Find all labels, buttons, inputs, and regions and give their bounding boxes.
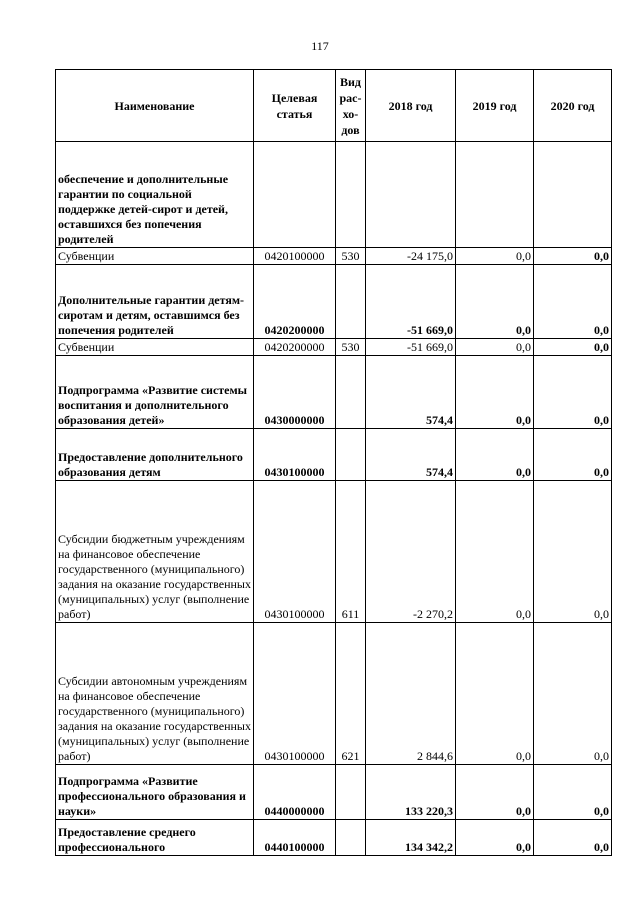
row-name: Субвенции xyxy=(56,339,254,356)
row-2020: 0,0 xyxy=(534,623,612,765)
table-row xyxy=(56,481,612,623)
row-2019 xyxy=(456,142,534,248)
header-2019: 2019 год xyxy=(456,70,534,142)
row-code: 0430100000 xyxy=(254,481,336,623)
row-2020: 0,0 xyxy=(534,356,612,429)
header-code: Целевая статья xyxy=(254,70,336,142)
header-name: Наименование xyxy=(56,70,254,142)
table-row xyxy=(56,248,612,265)
row-type: 530 xyxy=(336,248,366,265)
row-code: 0430100000 xyxy=(254,623,336,765)
row-2020: 0,0 xyxy=(534,820,612,856)
table-row xyxy=(56,265,612,339)
table-row xyxy=(56,820,612,856)
row-type xyxy=(336,820,366,856)
header-2020: 2020 год xyxy=(534,70,612,142)
row-2019: 0,0 xyxy=(456,765,534,820)
row-type xyxy=(336,356,366,429)
row-2020: 0,0 xyxy=(534,248,612,265)
row-name: Субвенции xyxy=(56,248,254,265)
table-row xyxy=(56,765,612,820)
header-2018: 2018 год xyxy=(366,70,456,142)
table-row xyxy=(56,142,612,248)
row-code: 0420200000 xyxy=(254,339,336,356)
row-2019: 0,0 xyxy=(456,265,534,339)
row-2020: 0,0 xyxy=(534,265,612,339)
table-row xyxy=(56,356,612,429)
header-type: Вид рас-хо-дов xyxy=(336,70,366,142)
row-type: 621 xyxy=(336,623,366,765)
row-type: 611 xyxy=(336,481,366,623)
row-type xyxy=(336,765,366,820)
row-2020: 0,0 xyxy=(534,429,612,481)
row-name: Дополнительные гарантии детям-сиротам и детям, оставшимся без попечения родителей xyxy=(56,265,254,339)
row-2018: 133 220,3 xyxy=(366,765,456,820)
row-code xyxy=(254,142,336,248)
row-2018: -51 669,0 xyxy=(366,339,456,356)
row-name: Субсидии автономным учреждениям на финансовое обеспечение государственного (муниципального) задания на оказание государственных (муниципальных) услуг (выполнение работ) xyxy=(56,623,254,765)
row-2019: 0,0 xyxy=(456,623,534,765)
row-2018: 574,4 xyxy=(366,429,456,481)
table-header-row xyxy=(56,70,612,142)
row-2018: 2 844,6 xyxy=(366,623,456,765)
row-2020: 0,0 xyxy=(534,765,612,820)
row-name: Субсидии бюджетным учреждениям на финансовое обеспечение государственного (муниципального) задания на оказание государственных (муниципальных) услуг (выполнение работ) xyxy=(56,481,254,623)
row-2020: 0,0 xyxy=(534,339,612,356)
row-2019: 0,0 xyxy=(456,481,534,623)
row-2018: -51 669,0 xyxy=(366,265,456,339)
row-type xyxy=(336,142,366,248)
row-type xyxy=(336,265,366,339)
row-2018: -24 175,0 xyxy=(366,248,456,265)
page-number: 117 xyxy=(311,39,329,53)
table-row xyxy=(56,623,612,765)
row-name: Подпрограмма «Развитие системы воспитания и дополнительного образования детей» xyxy=(56,356,254,429)
row-code: 0420200000 xyxy=(254,265,336,339)
row-type: 530 xyxy=(336,339,366,356)
row-name: Подпрограмма «Развитие профессионального образования и науки» xyxy=(56,765,254,820)
row-2020: 0,0 xyxy=(534,481,612,623)
row-2018: -2 270,2 xyxy=(366,481,456,623)
row-code: 0430000000 xyxy=(254,356,336,429)
row-2018: 134 342,2 xyxy=(366,820,456,856)
row-code: 0420100000 xyxy=(254,248,336,265)
row-2019: 0,0 xyxy=(456,339,534,356)
row-type xyxy=(336,429,366,481)
row-code: 0430100000 xyxy=(254,429,336,481)
table-row xyxy=(56,339,612,356)
row-name: Предоставление среднего профессионального xyxy=(56,820,254,856)
row-2020 xyxy=(534,142,612,248)
budget-table xyxy=(55,69,612,856)
row-2019: 0,0 xyxy=(456,356,534,429)
row-name: обеспечение и дополнительные гарантии по социальной поддержке детей-сирот и детей, оставшихся без попечения родителей xyxy=(56,142,254,248)
row-name: Предоставление дополнительного образования детям xyxy=(56,429,254,481)
table-row xyxy=(56,429,612,481)
row-code: 0440000000 xyxy=(254,765,336,820)
row-2019: 0,0 xyxy=(456,820,534,856)
row-2018 xyxy=(366,142,456,248)
row-2019: 0,0 xyxy=(456,429,534,481)
row-2018: 574,4 xyxy=(366,356,456,429)
row-2019: 0,0 xyxy=(456,248,534,265)
row-code: 0440100000 xyxy=(254,820,336,856)
